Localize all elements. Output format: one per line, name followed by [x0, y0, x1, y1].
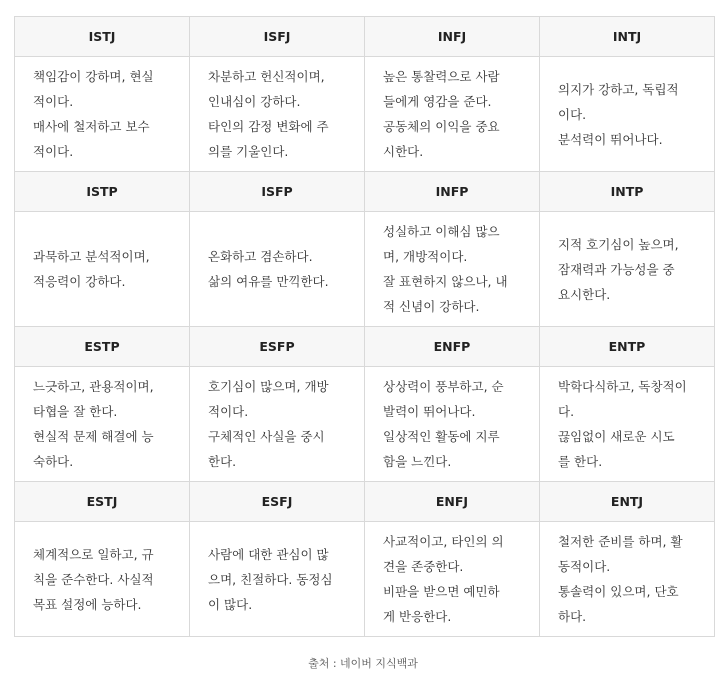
description-line: 칙을 준수한다. 사실적 [33, 571, 154, 587]
description-line: 철저한 준비를 하며, 활 [558, 534, 683, 549]
type-description-cell [190, 57, 365, 172]
type-header-row [15, 482, 715, 522]
type-description-cell [540, 212, 715, 327]
description-line: 함을 느낀다. [383, 454, 452, 469]
type-header-row [15, 327, 715, 367]
description-line: 책임감이 강하며, 현실 [33, 69, 154, 84]
description-line: 의지가 강하고, 독립적 [558, 81, 679, 97]
description-line: 일상적인 활동에 지루 [383, 429, 500, 444]
description-line: 숙하다. [33, 454, 74, 469]
type-header-cell: ENTP [540, 327, 715, 367]
type-description-cell [190, 522, 365, 637]
mbti-table-body [15, 17, 715, 637]
description-line: 삶의 여유를 만끽한다. [208, 274, 329, 289]
type-header-row [15, 172, 715, 212]
description-line: 이다. [558, 106, 587, 122]
description-line: 높은 통찰력으로 사람 [383, 69, 500, 84]
description-line: 타인의 감정 변화에 주 [208, 119, 329, 134]
type-description-cell [365, 212, 540, 327]
description-line: 타협을 잘 한다. [33, 404, 118, 419]
description-line: 적 신념이 강하다. [383, 299, 480, 314]
type-description-cell [365, 57, 540, 172]
description-line: 의를 기울인다. [208, 144, 289, 159]
type-header-cell: ESTJ [15, 482, 190, 522]
type-header-cell: ESFJ [190, 482, 365, 522]
description-line: 며, 개방적이다. [383, 249, 468, 264]
description-line: 비판을 받으면 예민하 [383, 584, 500, 599]
type-description-row [15, 212, 715, 327]
type-header-cell: ESTP [15, 327, 190, 367]
type-header-cell: ENFJ [365, 482, 540, 522]
type-header-cell: ISTP [15, 172, 190, 212]
type-header-cell: ENTJ [540, 482, 715, 522]
description-line: 체계적으로 일하고, 규 [33, 546, 154, 562]
description-line: 박학다식하고, 독창적이다. [558, 379, 687, 419]
description-line: 지적 호기심이 높으며, [558, 236, 679, 252]
description-line: 인내심이 강하다. [208, 94, 301, 109]
description-line: 상상력이 풍부하고, 순 [383, 379, 504, 394]
description-line: 분석력이 뛰어나다. [558, 131, 663, 147]
type-description-row [15, 522, 715, 637]
description-line: 잘 표현하지 않으나, 내 [383, 274, 508, 289]
type-description-cell [15, 57, 190, 172]
description-line: 으며, 친절하다. 동정심 [208, 571, 333, 587]
mbti-table [14, 16, 715, 637]
description-line: 사교적이고, 타인의 의 [383, 534, 504, 549]
description-line: 온화하고 겸손하다. [208, 249, 313, 264]
description-line: 적이다. [33, 144, 74, 159]
description-line: 느긋하고, 관용적이며, [33, 379, 154, 394]
type-description-row [15, 367, 715, 482]
type-description-cell [365, 367, 540, 482]
description-line: 발력이 뛰어나다. [383, 404, 476, 419]
type-header-cell: ISTJ [15, 17, 190, 57]
description-line: 하다. [558, 609, 587, 624]
description-line: 잠재력과 가능성을 중 [558, 261, 675, 277]
type-header-cell: ESFP [190, 327, 365, 367]
type-header-cell: INTJ [540, 17, 715, 57]
type-description-cell [190, 212, 365, 327]
description-line: 동적이다. [558, 559, 611, 574]
type-description-cell [540, 367, 715, 482]
type-description-cell [365, 522, 540, 637]
type-header-cell: INTP [540, 172, 715, 212]
description-line: 적응력이 강하다. [33, 274, 126, 289]
description-line: 들에게 영감을 준다. [383, 94, 492, 109]
description-line: 요시한다. [558, 286, 611, 302]
description-line: 이 많다. [208, 596, 253, 612]
description-line: 매사에 철저하고 보수 [33, 119, 150, 134]
description-line: 구체적인 사실을 중시 [208, 429, 325, 444]
type-header-cell: INFP [365, 172, 540, 212]
description-line: 시한다. [383, 144, 424, 159]
description-line: 적이다. [33, 94, 74, 109]
type-description-cell [540, 522, 715, 637]
description-line: 공동체의 이익을 중요 [383, 119, 500, 134]
type-description-cell [540, 57, 715, 172]
type-description-cell [15, 212, 190, 327]
type-description-cell [15, 522, 190, 637]
description-line: 통솔력이 있으며, 단호 [558, 584, 679, 599]
type-description-row [15, 57, 715, 172]
description-line: 과묵하고 분석적이며, [33, 249, 150, 264]
type-header-cell: INFJ [365, 17, 540, 57]
type-description-cell [190, 367, 365, 482]
description-line: 사람에 대한 관심이 많 [208, 546, 329, 562]
type-description-cell [15, 367, 190, 482]
source-caption: 출처 : 네이버 지식백과 [308, 657, 418, 670]
description-line: 성실하고 이해심 많으 [383, 224, 500, 239]
description-line: 를 한다. [558, 454, 603, 469]
type-header-cell: ISFJ [190, 17, 365, 57]
description-line: 호기심이 많으며, 개방 [208, 379, 329, 394]
description-line: 게 반응한다. [383, 609, 452, 624]
description-line: 목표 설정에 능하다. [33, 596, 142, 612]
description-line: 끊임없이 새로운 시도 [558, 429, 675, 444]
type-header-cell: ENFP [365, 327, 540, 367]
description-line: 차분하고 헌신적이며, [208, 69, 325, 84]
type-header-cell: ISFP [190, 172, 365, 212]
type-header-row [15, 17, 715, 57]
description-line: 견을 존중한다. [383, 559, 464, 574]
description-line: 한다. [208, 454, 237, 469]
description-line: 적이다. [208, 404, 249, 419]
description-line: 현실적 문제 해결에 능 [33, 429, 154, 444]
